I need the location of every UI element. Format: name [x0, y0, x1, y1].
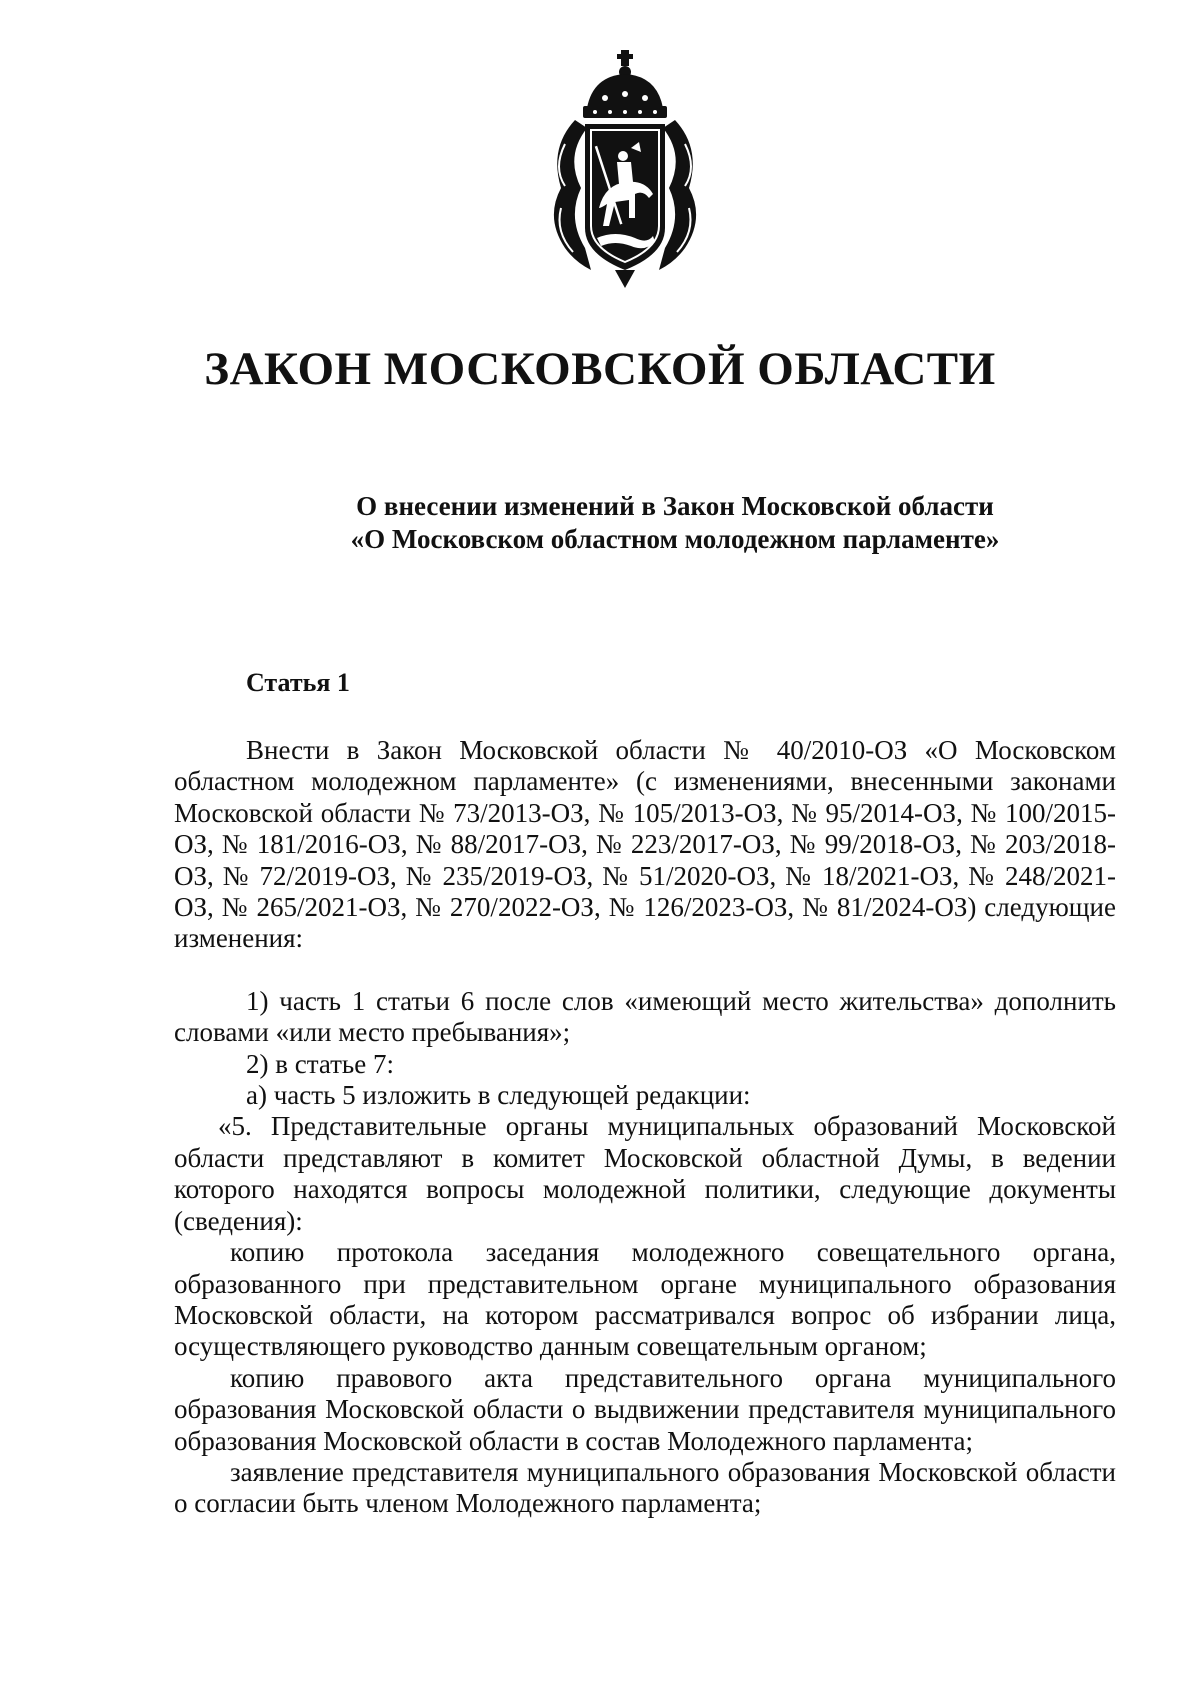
article-paragraph: копию правового акта представительного органа муниципального образования Московской области о выдвижении представителя муниципального образования Московской области в состав Молодежного парламента;: [174, 1362, 1116, 1456]
article-paragraph: 2) в статье 7:: [246, 1048, 394, 1079]
article-paragraph: 1) часть 1 статьи 6 после слов «имеющий место жительства» дополнить словами «или место пребывания»;: [174, 985, 1116, 1048]
article-paragraph: заявление представителя муниципального образования Московской области о согласии быть членом Молодежного парламента;: [174, 1456, 1116, 1519]
subtitle-line: О внесении изменений в Закон Московской области: [356, 491, 994, 521]
law-subtitle: [0, 490, 1200, 556]
article-paragraph: а) часть 5 изложить в следующей редакции:: [246, 1080, 751, 1111]
law-title: ЗАКОН МОСКОВСКОЙ ОБЛАСТИ: [204, 343, 996, 395]
article-paragraph: Внести в Закон Московской области № 40/2010-ОЗ «О Московском областном молодежном парламенте» (с изменениями, внесенными законами Московской области № 73/2013-ОЗ, № 105/2013-ОЗ, № 95/2014-ОЗ, № 100/2015-ОЗ, № 181/2016-ОЗ, № 88/2017-ОЗ, № 223/2017-ОЗ, № 99/2018-ОЗ, № 203/2018-ОЗ, № 72/2019-ОЗ, № 235/2019-ОЗ, № 51/2020-ОЗ, № 18/2021-ОЗ, № 248/2021-ОЗ, № 265/2021-ОЗ, № 270/2022-ОЗ, № 126/2023-ОЗ, № 81/2024-ОЗ) следующие изменения:: [174, 735, 1116, 954]
subtitle-line: «О Московском областном молодежном парламенте»: [350, 524, 1000, 554]
article-body: [174, 735, 1116, 1520]
article-paragraph: «5. Представительные органы муниципальных образований Московской области представляют в комитет Московской областной Думы, в ведении которого находятся вопросы молодежной политики, следующие документы (сведения):: [174, 1111, 1116, 1236]
article-heading: Статья 1: [246, 668, 350, 697]
coat-of-arms-icon: [535, 48, 715, 288]
article-paragraph: копию протокола заседания молодежного совещательного органа, образованного при представительном органе муниципального образования Московской области, на котором рассматривался вопрос об избрании лица, осуществляющего руководство данным совещательным органом;: [174, 1237, 1116, 1362]
